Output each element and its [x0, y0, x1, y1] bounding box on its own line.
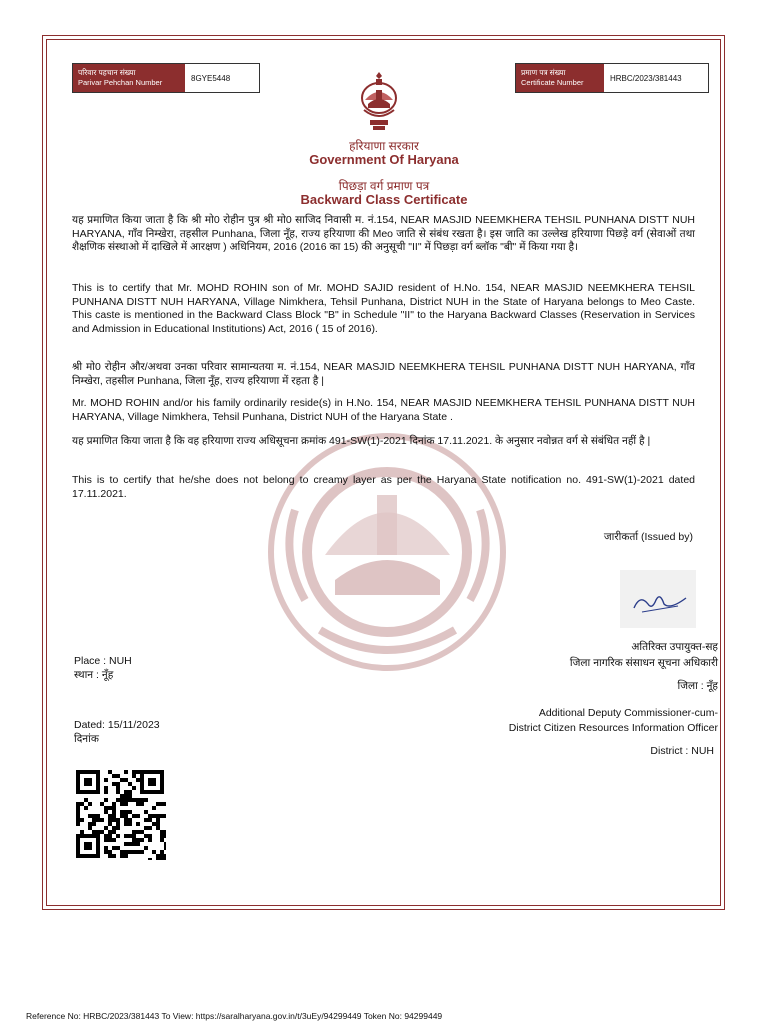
residence-paragraph-hindi: श्री मो0 रोहीन और/अथवा उनका परिवार सामान्यतया म. नं.154, NEAR MASJID NEEMKHERA TEHSIL PUNHANA DISTT NUH HARYANA, गाँव निम्खेरा, तहसील Punhana, जिला नूँह, राज्य हरियाणा में रहता है | — [72, 361, 695, 387]
family-id-label — [73, 64, 185, 92]
designation-english-1: Additional Deputy Commissioner-cum- — [538, 707, 718, 719]
certificate-number-label-hindi: प्रमाण पत्र संख्या — [521, 68, 566, 77]
designation-hindi-2: जिला नागरिक संसाधन सूचना अधिकारी — [569, 657, 718, 669]
certify-paragraph-english: This is to certify that Mr. MOHD ROHIN son of Mr. MOHD SAJID resident of H.No. 154, NEAR MASJID NEEMKHERA TEHSIL PUNHANA DISTT NUH HARYANA, Village Nimkhera, Tehsil Punhana, District NUH in the State of Haryana belongs to Meo Caste. This caste is mentioned in the Backward Class Block "B" in Schedule "II" to the Haryana Backward Classes (Reservation in Services and Admission in Educational Institutions) Act, 2016 ( 15 of 2016). — [72, 282, 695, 335]
govt-title-english: Government Of Haryana — [309, 152, 459, 167]
place-english: Place : NUH — [74, 655, 132, 667]
family-id-value: 8GYE5448 — [191, 73, 231, 83]
creamy-layer-paragraph-hindi: यह प्रमाणित किया जाता है कि वह हरियाणा राज्य अधिसूचना क्रमांक 491-SW(1)-2021 दिनांक 17.11.2021. के अनुसार नवोन्नत वर्ग से संबंधित नहीं है | — [72, 435, 651, 447]
certificate-number-box — [515, 63, 709, 93]
designation-hindi-1: अतिरिक्त उपायुक्त-सह — [631, 641, 718, 653]
certificate-title-english: Backward Class Certificate — [300, 192, 468, 207]
dated-hindi: दिनांक — [74, 733, 99, 745]
dated-english: Dated: 15/11/2023 — [74, 719, 160, 731]
place-hindi: स्थान : नूँह — [74, 669, 114, 681]
govt-seal-watermark-icon — [265, 430, 510, 675]
family-id-label-hindi: परिवार पहचान संख्या — [78, 68, 136, 77]
family-id-label-english: Parivar Pehchan Number — [78, 78, 163, 87]
certificate-number-value: HRBC/2023/381443 — [610, 73, 682, 83]
issued-by-label: जारीकर्ता (Issued by) — [603, 531, 693, 543]
signature-icon — [620, 570, 696, 628]
district-hindi: जिला : नूँह — [677, 680, 718, 692]
designation-english-2: District Citizen Resources Information Officer — [508, 722, 718, 734]
haryana-emblem-icon — [356, 70, 402, 132]
certificate-number-label — [516, 64, 604, 92]
family-id-box — [72, 63, 260, 93]
district-english: District : NUH — [650, 745, 714, 757]
certificate-number-label-english: Certificate Number — [521, 78, 584, 87]
govt-title-hindi: हरियाणा सरकार — [349, 139, 419, 153]
certify-paragraph-hindi: यह प्रमाणित किया जाता है कि श्री मो0 रोहीन पुत्र श्री मो0 साजिद निवासी म. नं.154, NEAR MASJID NEEMKHERA TEHSIL PUNHANA DISTT NUH HARYANA, गाँव निम्खेरा, तहसील Punhana, जिला नूँह, राज्य हरियाणा की Meo जाति से संबंध रखता है। इस जाति का उल्लेख हरियाणा पिछड़े वर्ग (सेवाओं तथा शैक्षणिक संस्थाओ में दाखिले में आरक्षण ) अधिनियम, 2016 (2016 का 15) की अनुसूची "II" में पिछड़ा वर्ग ब्लॉक "बी" में किया गया है। — [72, 214, 695, 253]
footer-reference: Reference No: HRBC/2023/381443 To View: https://saralharyana.gov.in/t/3uEy/94299449 Token No: 94299449 — [26, 1011, 443, 1021]
qr-code-icon — [74, 768, 166, 860]
signature-box — [620, 570, 696, 628]
certificate-title-hindi: पिछड़ा वर्ग प्रमाण पत्र — [338, 179, 430, 193]
residence-paragraph-english: Mr. MOHD ROHIN and/or his family ordinarily reside(s) in H.No. 154, NEAR MASJID NEEMKHERA TEHSIL PUNHANA DISTT NUH HARYANA, Village Nimkhera, Tehsil Punhana, District NUH of the Haryana State . — [72, 397, 695, 423]
creamy-layer-paragraph-english: This is to certify that he/she does not belong to creamy layer as per the Haryana State notification no. 491-SW(1)-2021 dated 17.11.2021. — [72, 474, 695, 500]
